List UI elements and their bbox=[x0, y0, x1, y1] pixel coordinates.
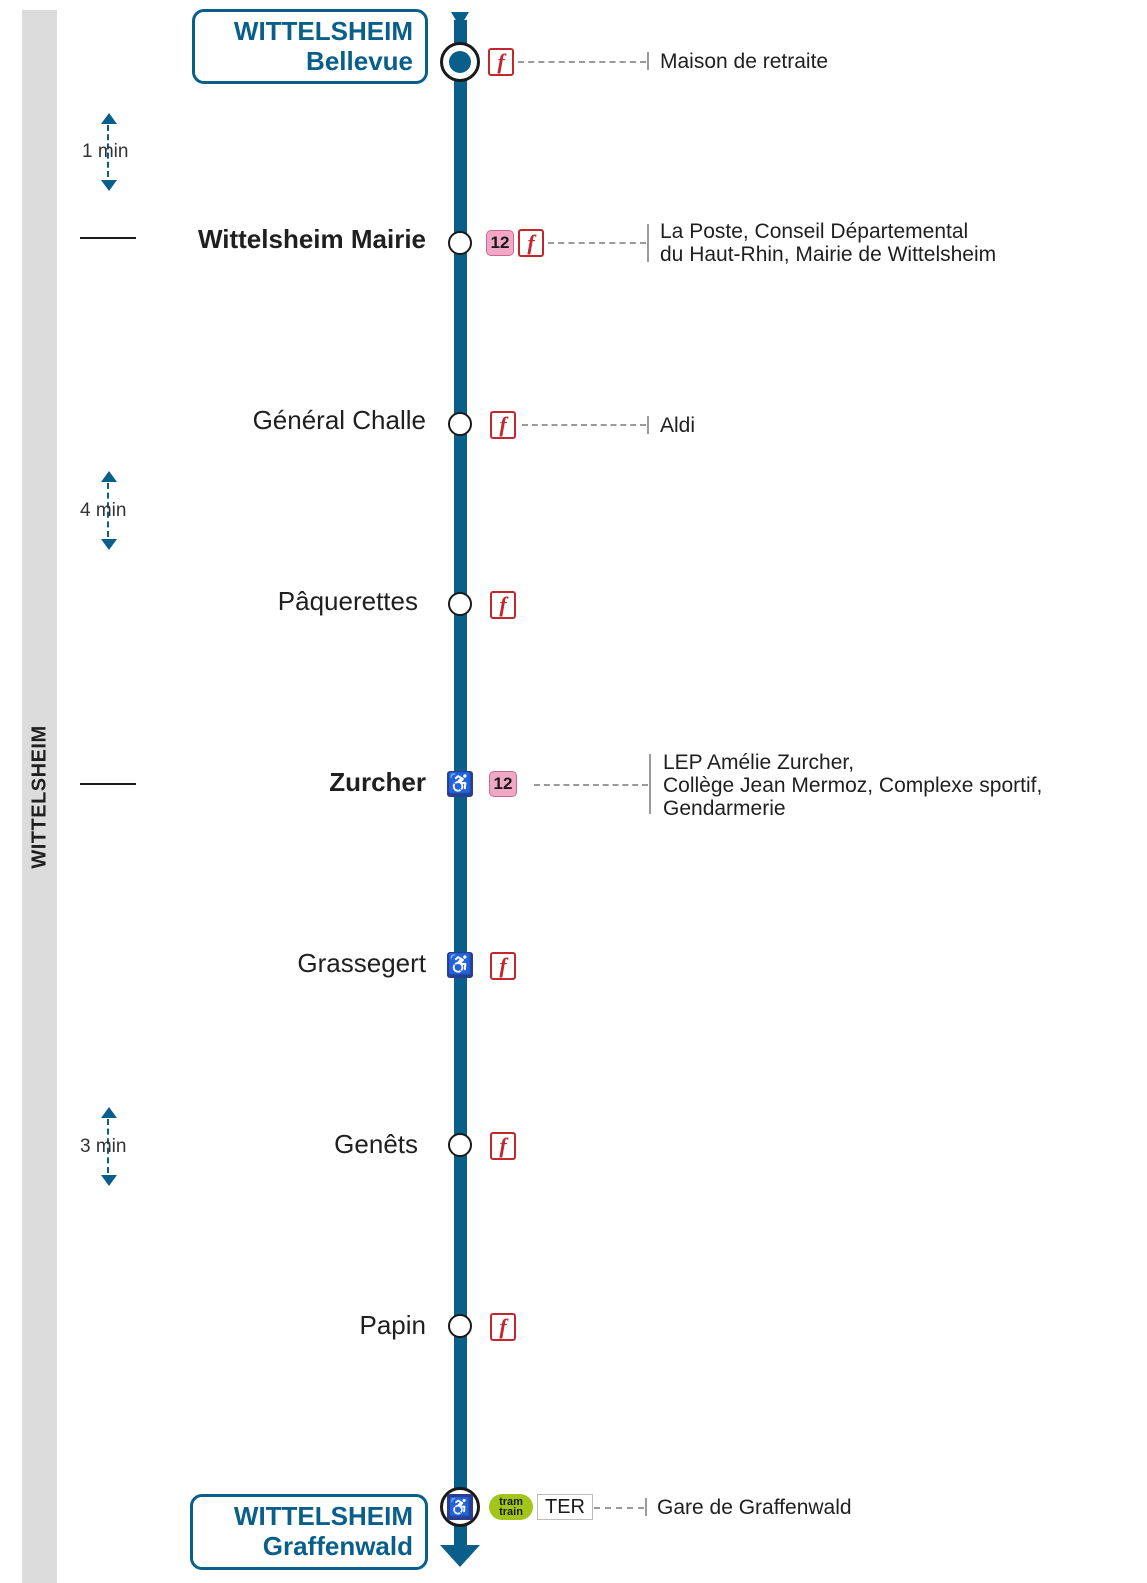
stop-marker bbox=[448, 592, 472, 616]
f-network-badge: f bbox=[490, 1313, 516, 1341]
time-arrow-up-icon bbox=[101, 1107, 117, 1118]
time-arrow-up-icon bbox=[101, 471, 117, 482]
poi-bar bbox=[649, 754, 651, 814]
time-arrow-down-icon bbox=[101, 180, 117, 191]
tram-train-badge bbox=[489, 1494, 533, 1520]
terminus-city: WITTELSHEIM bbox=[233, 1501, 413, 1531]
terminus-stop-marker bbox=[440, 42, 480, 82]
stop-name: Zurcher bbox=[329, 767, 426, 797]
stop-name: Pâquerettes bbox=[277, 586, 418, 616]
tram-train-text-tram: tram bbox=[499, 1496, 523, 1508]
stop-marker bbox=[448, 231, 472, 255]
f-network-badge: f bbox=[490, 591, 516, 619]
stop-name: Général Challe bbox=[252, 405, 426, 435]
terminus-stop-marker bbox=[440, 1487, 480, 1527]
poi-text: La Poste, Conseil Départemental du Haut-Rhin, Mairie de Wittelsheim bbox=[660, 220, 997, 266]
poi-connector bbox=[518, 61, 646, 63]
stop-name: Papin bbox=[359, 1310, 426, 1340]
line-direction-arrow-bottom bbox=[440, 1545, 480, 1567]
poi-text: Aldi bbox=[660, 414, 696, 437]
poi-bar bbox=[647, 52, 649, 70]
terminus-stop: Bellevue bbox=[306, 46, 413, 76]
time-arrow-down-icon bbox=[101, 1175, 117, 1186]
poi-bar bbox=[647, 416, 649, 434]
poi-text: Gare de Graffenwald bbox=[657, 1496, 852, 1519]
terminus-city: WITTELSHEIM bbox=[233, 16, 413, 46]
tram-train-text-train: train bbox=[499, 1506, 523, 1518]
wheelchair-accessible-icon: ♿ bbox=[447, 773, 473, 795]
travel-time-label: 4 min bbox=[80, 500, 127, 521]
f-network-badge: f bbox=[490, 952, 516, 980]
poi-bar bbox=[645, 1498, 647, 1516]
poi-bar bbox=[647, 224, 649, 262]
travel-time-label: 3 min bbox=[80, 1136, 127, 1157]
f-network-badge: f bbox=[488, 48, 514, 76]
f-network-badge: f bbox=[518, 229, 544, 257]
ter-badge: TER bbox=[537, 1494, 593, 1520]
poi-text: Maison de retraite bbox=[660, 50, 829, 73]
terminus-dot bbox=[449, 51, 471, 73]
city-label: WITTELSHEIM bbox=[28, 725, 51, 869]
time-arrow-down-icon bbox=[101, 539, 117, 550]
wheelchair-accessible-icon: ♿ bbox=[447, 954, 473, 976]
stop-name: Wittelsheim Mairie bbox=[197, 224, 426, 254]
wheelchair-accessible-icon: ♿ bbox=[447, 1494, 473, 1520]
terminus-box-end bbox=[190, 1494, 428, 1570]
stop-marker bbox=[448, 1314, 472, 1338]
time-arrow-up-icon bbox=[101, 113, 117, 124]
f-network-badge: f bbox=[490, 411, 516, 439]
major-stop-tick bbox=[80, 237, 136, 239]
poi-text: LEP Amélie Zurcher, Collège Jean Mermoz, Complexe sportif, Gendarmerie bbox=[663, 751, 1043, 820]
terminus-box-start bbox=[192, 9, 428, 84]
travel-time-label: 1 min bbox=[82, 141, 129, 162]
poi-connector bbox=[534, 784, 648, 786]
stop-marker bbox=[448, 1133, 472, 1157]
f-network-badge: f bbox=[490, 1132, 516, 1160]
line-12-badge: 12 bbox=[486, 230, 514, 256]
stop-name: Grassegert bbox=[297, 948, 426, 978]
poi-connector bbox=[548, 242, 646, 244]
stop-marker bbox=[448, 412, 472, 436]
stop-name: Genêts bbox=[334, 1129, 418, 1159]
major-stop-tick bbox=[80, 783, 136, 785]
line-12-badge: 12 bbox=[489, 771, 517, 797]
line-direction-arrow-top bbox=[451, 12, 469, 27]
terminus-stop: Graffenwald bbox=[262, 1531, 413, 1561]
poi-connector bbox=[522, 424, 646, 426]
poi-connector bbox=[594, 1507, 644, 1509]
